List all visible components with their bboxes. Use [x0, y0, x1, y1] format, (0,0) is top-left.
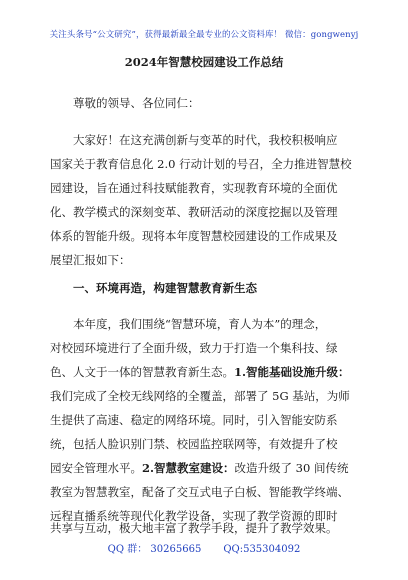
body-line: 园安全管理水平。2.智慧教室建设：改造升级了 30 间传统: [50, 461, 349, 475]
intro-line: 园建设，旨在通过科技赋能教育，实现教育环境的全面优: [50, 181, 338, 195]
promo-banner: 关注头条号“公文研究”，获得最新最全最专业的公文资料库！ 微信：gongwenyj: [49, 30, 359, 40]
bold-subheading: 1.智能基础设施升级：: [234, 365, 350, 379]
intro-line: 体系的智能升级。现将本年度智慧校园建设的工作成果及: [50, 229, 338, 243]
salutation: 尊敬的领导、各位同仁：: [73, 96, 200, 110]
section-heading: 一、环境再造，构建智慧教育新生态: [73, 281, 257, 295]
intro-line: 化、教学模式的深刻变革、教研活动的深度挖掘以及管理: [50, 205, 338, 219]
body-line: 生提供了高速、稳定的网络环境。同时，引入智能安防系: [50, 413, 338, 427]
body-line: 我们完成了全校无线网络的全覆盖，部署了 5G 基站，为师: [50, 389, 350, 403]
body-line: 教室为智慧教室，配备了交互式电子白板、智能教学终端、: [50, 485, 349, 499]
intro-line: 大家好！在这充满创新与变革的时代，我校积极响应: [73, 133, 338, 147]
qq-group: QQ 群： 30265665: [107, 544, 202, 555]
bold-subheading: 2.智慧教室建设：: [142, 461, 235, 475]
body-line: 远程直播系统等现代化教学设备，实现了教学资源的即时: [50, 509, 338, 523]
intro-line: 国家关于教育信息化 2.0 行动计划的号召，全力推进智慧校: [50, 157, 352, 171]
body-line: 对校园环境进行了全面升级，致力于打造一个集科技、绿: [50, 341, 338, 355]
contact-footer: [0, 540, 408, 555]
document-title: 2024年智慧校园建设工作总结: [124, 55, 284, 69]
body-line: 统，包括人脸识别门禁、校园监控联网等，有效提升了校: [50, 437, 338, 451]
qq-number: QQ:535304092: [223, 544, 301, 555]
body-line: 色、人文于一体的智慧教育新生态。1.智能基础设施升级：: [50, 365, 350, 379]
body-line: 共享与互动，极大地丰富了教学手段，提升了教学效果。: [50, 521, 338, 535]
body-line: 本年度，我们围绕“智慧环境，育人为本”的理念，: [73, 317, 327, 331]
intro-line: 展望汇报如下：: [50, 253, 131, 267]
